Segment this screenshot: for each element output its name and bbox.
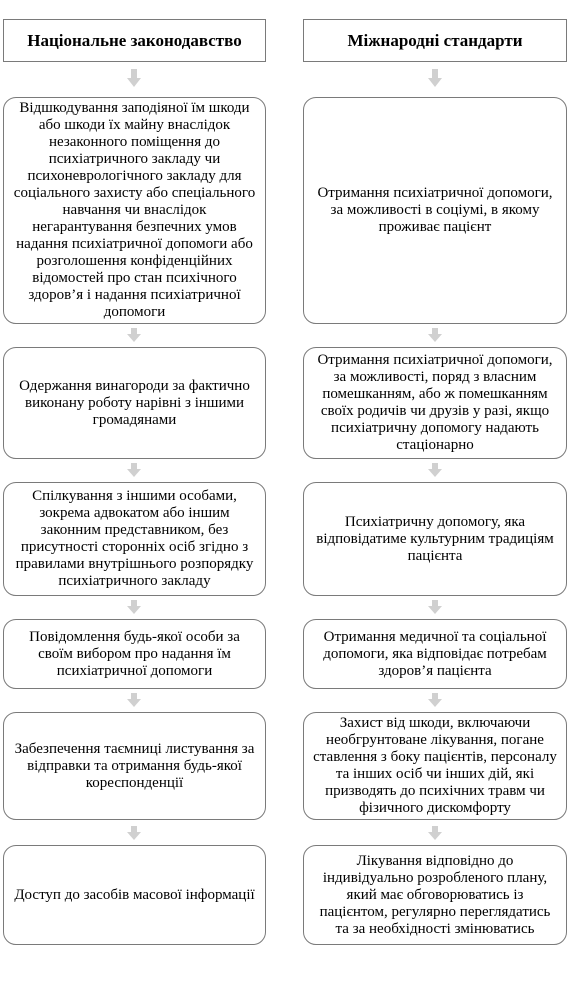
right-item-community-care: Отримання психіатричної допомоги, за можливості в соціумі, в якому проживає пацієнт [303,97,567,324]
arrow-down-icon [428,328,442,346]
right-item-treatment-plan: Лікування відповідно до індивідуально розробленого плану, який має обговорюватись із пацієнтом, регулярно переглядатись та за необхідності змінюватись [303,845,567,945]
header-national-legislation: Національне законодавство [3,19,266,62]
arrow-down-icon [127,328,141,346]
left-item-media-access: Доступ до засобів масової інформації [3,845,266,945]
left-item-communication: Спілкування з іншими особами, зокрема адвокатом або іншим законним представником, без присутності сторонніх осіб згідно з правилами внутрішнього розпорядку психіатричного закладу [3,482,266,596]
arrow-down-icon [127,69,141,87]
left-item-remuneration: Одержання винагороди за фактично виконану роботу нарівні з іншими громадянами [3,347,266,459]
arrow-down-icon [127,463,141,481]
arrow-down-icon [127,600,141,618]
arrow-down-icon [428,600,442,618]
right-item-cultural: Психіатричну допомогу, яка відповідатиме культурним традиціям пацієнта [303,482,567,596]
arrow-down-icon [428,69,442,87]
right-item-protection: Захист від шкоди, включаючи необгрунтоване лікування, погане ставлення з боку пацієнтів, персоналу та інших осіб чи інших дій, які призводять до психічних травм чи фізичного дискомфорту [303,712,567,820]
left-item-compensation: Відшкодування заподіяної їм шкоди або шкоди їх майну внаслідок незаконного поміщення до психіатричного закладу чи психоневрологічного закладу для соціального захисту або спеціального навчання чи внаслідок негарантування безпечних умов надання психіатричної допомоги або розголошення конфіденційних відомостей про стан психічного здоров’я і надання психіатричної допомоги [3,97,266,324]
arrow-down-icon [428,693,442,711]
arrow-down-icon [127,693,141,711]
header-international-standards: Міжнародні стандарти [303,19,567,62]
left-item-notification: Повідомлення будь-якої особи за своїм вибором про надання їм психіатричної допомоги [3,619,266,689]
left-item-correspondence: Забезпечення таємниці листування за відправки та отримання будь-якої кореспонденції [3,712,266,820]
arrow-down-icon [428,826,442,844]
right-item-near-home: Отримання психіатричної допомоги, за можливості, поряд з власним помешканням, або ж помешканням своїх родичів чи друзів у разі, якщо психіатричну допомогу надають стаціонарно [303,347,567,459]
arrow-down-icon [428,463,442,481]
right-item-medical-social: Отримання медичної та соціальної допомоги, яка відповідає потребам здоров’я пацієнта [303,619,567,689]
arrow-down-icon [127,826,141,844]
